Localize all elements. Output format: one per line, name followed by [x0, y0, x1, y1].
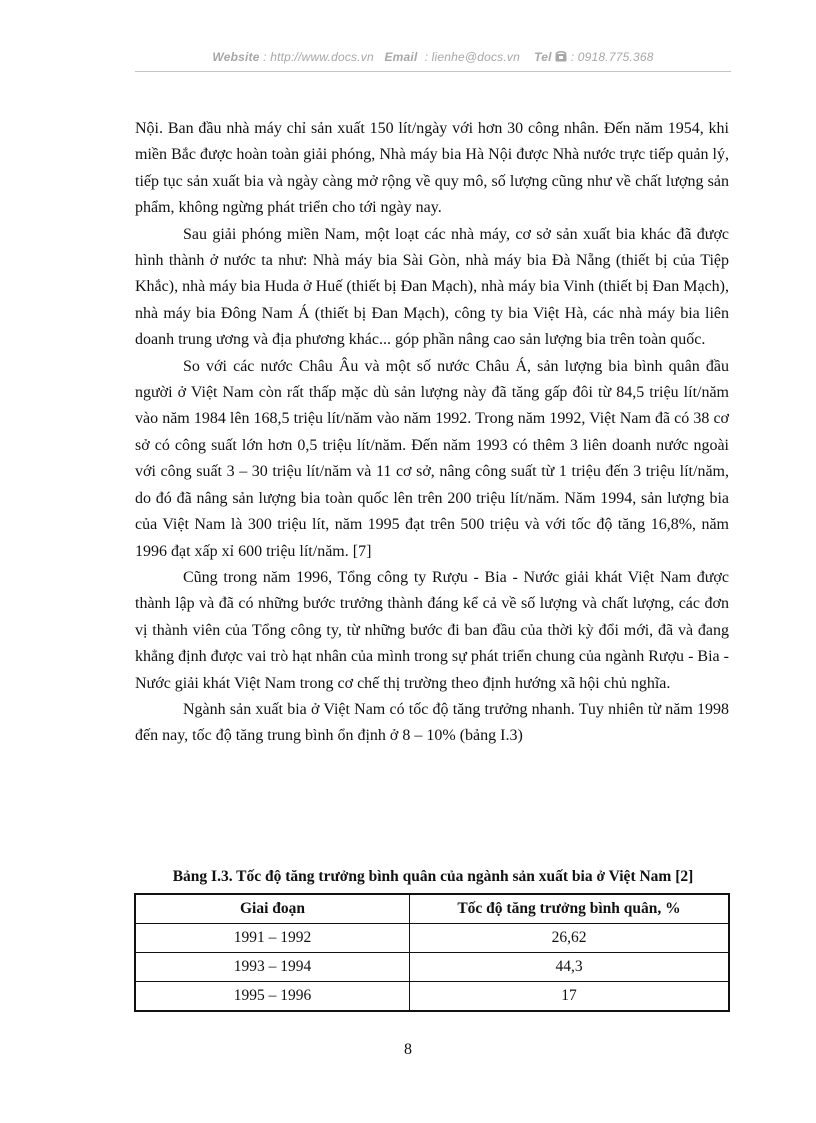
email-label: Email: [384, 50, 418, 64]
page-header: [135, 50, 731, 65]
paragraph: So với các nước Châu Âu và một số nước Châu Á, sản lượng bia bình quân đầu người ở Việt Nam còn rất thấp mặc dù sản lượng này đã tăng gấp đôi từ 84,5 triệu lít/năm vào năm 1984 lên 168,5 triệu lít/năm vào năm 1992. Trong năm 1992, Việt Nam đã có 38 cơ sở có công suất lớn hơn 0,5 triệu lít/năm. Đến năm 1993 có thêm 3 liên doanh nước ngoài với công suất 3 – 30 triệu lít/năm và 11 cơ sở, nâng công suất từ 1 triệu đến 3 triệu lít/năm, do đó đã nâng sản lượng bia toàn quốc lên trên 200 triệu lít/năm. Năm 1994, sản lượng bia của Việt Nam là 300 triệu lít, năm 1995 đạt trên 500 triệu và với tốc độ tăng 16,8%, năm 1996 đạt xấp xỉ 600 triệu lít/năm. [7]: [135, 357, 729, 560]
email-link[interactable]: : lienhe@docs.vn: [424, 50, 520, 64]
paragraph: Sau giải phóng miền Nam, một loạt các nhà máy, cơ sở sản xuất bia khác đã được hình thành ở nước ta như: Nhà máy bia Sài Gòn, nhà máy bia Đà Nẵng (thiết bị của Tiệp Khắc), nhà máy bia Huda ở Huế (thiết bị Đan Mạch), nhà máy bia Vinh (thiết bị Đan Mạch), nhà máy bia Đông Nam Á (thiết bị Đan Mạch), công ty bia Việt Hà, các nhà máy bia liên doanh trung ương và địa phương khác... góp phần nâng cao sản lượng bia trên toàn quốc.: [135, 225, 729, 349]
table-caption: Bảng I.3. Tốc độ tăng trưởng bình quân của ngành sản xuất bia ở Việt Nam [2]: [172, 868, 694, 885]
growth-rate-table: [134, 893, 730, 1012]
column-header-growth-rate: Tốc độ tăng trưởng bình quân, %: [410, 894, 730, 924]
website-link[interactable]: : http://www.docs.vn: [263, 50, 374, 64]
growth-rate-cell: 44,3: [410, 953, 730, 982]
tel-label: Tel: [534, 50, 552, 64]
growth-rate-cell: 17: [410, 982, 730, 1012]
paragraph: Cũng trong năm 1996, Tổng công ty Rượu - Bia - Nước giải khát Việt Nam được thành lập và đã có những bước trưởng thành đáng kể cả về số lượng và chất lượng, các đơn vị thành viên của Tổng công ty, từ những bước đi ban đầu của thời kỳ đổi mới, đã và đang khẳng định được vai trò hạt nhân của mình trong sự phát triển chung của ngành Rượu - Bia - Nước giải khát Việt Nam trong cơ chế thị trường theo định hướng xã hội chủ nghĩa.: [135, 568, 729, 692]
column-header-period: Giai đoạn: [135, 894, 410, 924]
header-divider: [135, 71, 731, 72]
table-row: [135, 982, 729, 1012]
table-row: [135, 924, 729, 953]
phone-icon: [555, 51, 567, 65]
page-number: 8: [404, 1041, 412, 1058]
period-cell: 1991 – 1992: [135, 924, 410, 953]
phone-number: : 0918.775.368: [570, 50, 654, 64]
period-cell: 1993 – 1994: [135, 953, 410, 982]
table-row: [135, 953, 729, 982]
body-text: [135, 116, 729, 750]
period-cell: 1995 – 1996: [135, 982, 410, 1012]
table-header-row: [135, 894, 729, 924]
paragraph: Ngành sản xuất bia ở Việt Nam có tốc độ tăng trưởng nhanh. Tuy nhiên từ năm 1998 đến nay, tốc độ tăng trung bình ổn định ở 8 – 10% (bảng I.3): [135, 700, 729, 745]
growth-rate-cell: 26,62: [410, 924, 730, 953]
paragraph: Nội. Ban đầu nhà máy chỉ sản xuất 150 lít/ngày với hơn 30 công nhân. Đến năm 1954, khi miền Bắc được hoàn toàn giải phóng, Nhà máy bia Hà Nội được Nhà nước trực tiếp quản lý, tiếp tục sản xuất bia và ngày càng mở rộng về quy mô, số lượng cũng như về chất lượng sản phẩm, không ngừng phát triển cho tới ngày nay.: [135, 120, 729, 217]
website-label: Website: [212, 50, 260, 64]
